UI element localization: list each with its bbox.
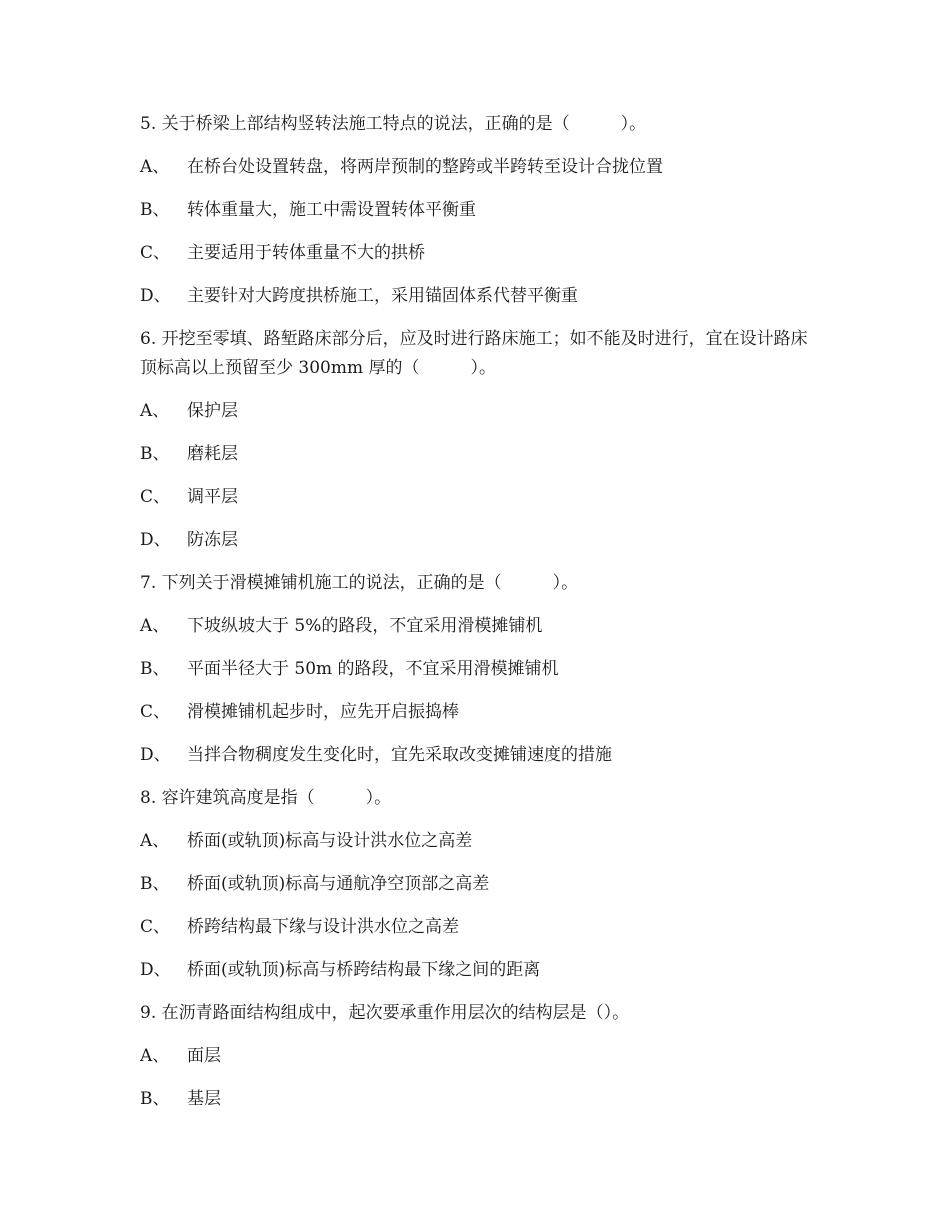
option-key: D、: [140, 286, 171, 306]
option-key: B、: [140, 874, 170, 894]
option-c: [140, 913, 810, 942]
question-stem: 7. 下列关于滑模摊铺机施工的说法，正确的是（ ）。: [140, 573, 579, 593]
option-key: A、: [140, 157, 170, 177]
option-text: 防冻层: [187, 530, 238, 550]
option-key: A、: [140, 616, 170, 636]
option-key: D、: [140, 960, 171, 980]
option-text: 磨耗层: [187, 444, 238, 464]
question-stem: 6. 开挖至零填、路堑路床部分后，应及时进行路床施工；如不能及时进行，宜在设计路床顶标高以上预留至少 300mm 厚的（ ）。: [140, 329, 808, 378]
option-text: 主要适用于转体重量不大的拱桥: [187, 243, 425, 263]
option-key: B、: [140, 659, 170, 679]
option-text: 调平层: [187, 487, 238, 507]
option-d: [140, 526, 810, 555]
option-c: [140, 483, 810, 512]
option-b: [140, 870, 810, 899]
option-key: A、: [140, 1046, 170, 1066]
option-b: [140, 196, 810, 225]
option-text: 保护层: [187, 401, 238, 421]
option-text: 平面半径大于 50m 的路段，不宜采用滑模摊铺机: [187, 659, 559, 679]
option-b: [140, 655, 810, 684]
option-text: 面层: [187, 1046, 221, 1066]
option-key: C、: [140, 487, 171, 507]
option-text: 当拌合物稠度发生变化时，宜先采取改变摊铺速度的措施: [187, 745, 612, 765]
option-text: 转体重量大，施工中需设置转体平衡重: [187, 200, 476, 220]
question-stem: 5. 关于桥梁上部结构竖转法施工特点的说法，正确的是（ ）。: [140, 114, 647, 134]
option-a: [140, 1042, 810, 1071]
question-list: [140, 110, 810, 1128]
option-text: 桥跨结构最下缘与设计洪水位之高差: [187, 917, 459, 937]
option-text: 桥面(或轨顶)标高与桥跨结构最下缘之间的距离: [187, 960, 541, 980]
option-text: 基层: [187, 1089, 221, 1109]
option-text: 下坡纵坡大于 5%的路段，不宜采用滑模摊铺机: [187, 616, 543, 636]
option-text: 在桥台处设置转盘，将两岸预制的整跨或半跨转至设计合拢位置: [187, 157, 663, 177]
option-c: [140, 698, 810, 727]
option-key: B、: [140, 444, 170, 464]
option-key: C、: [140, 243, 171, 263]
option-key: D、: [140, 530, 171, 550]
option-key: B、: [140, 1089, 170, 1109]
question-stem: 8. 容许建筑高度是指（ ）。: [140, 788, 392, 808]
option-text: 桥面(或轨顶)标高与设计洪水位之高差: [187, 831, 473, 851]
option-key: C、: [140, 702, 171, 722]
option-key: C、: [140, 917, 171, 937]
option-text: 滑模摊铺机起步时，应先开启振捣棒: [187, 702, 459, 722]
option-d: [140, 741, 810, 770]
option-key: B、: [140, 200, 170, 220]
option-a: [140, 827, 810, 856]
option-a: [140, 612, 810, 641]
option-text: 桥面(或轨顶)标高与通航净空顶部之高差: [187, 874, 490, 894]
option-text: 主要针对大跨度拱桥施工，采用锚固体系代替平衡重: [187, 286, 578, 306]
option-b: [140, 1085, 810, 1114]
option-key: A、: [140, 831, 170, 851]
option-b: [140, 440, 810, 469]
question-8: [140, 784, 810, 985]
question-9: [140, 999, 810, 1114]
question-7: [140, 569, 810, 770]
option-a: [140, 153, 810, 182]
option-d: [140, 956, 810, 985]
question-6: [140, 325, 810, 555]
question-stem: 9. 在沥青路面结构组成中，起次要承重作用层次的结构层是（）。: [140, 1003, 630, 1023]
question-5: [140, 110, 810, 311]
option-key: A、: [140, 401, 170, 421]
option-c: [140, 239, 810, 268]
option-a: [140, 397, 810, 426]
option-key: D、: [140, 745, 171, 765]
option-d: [140, 282, 810, 311]
